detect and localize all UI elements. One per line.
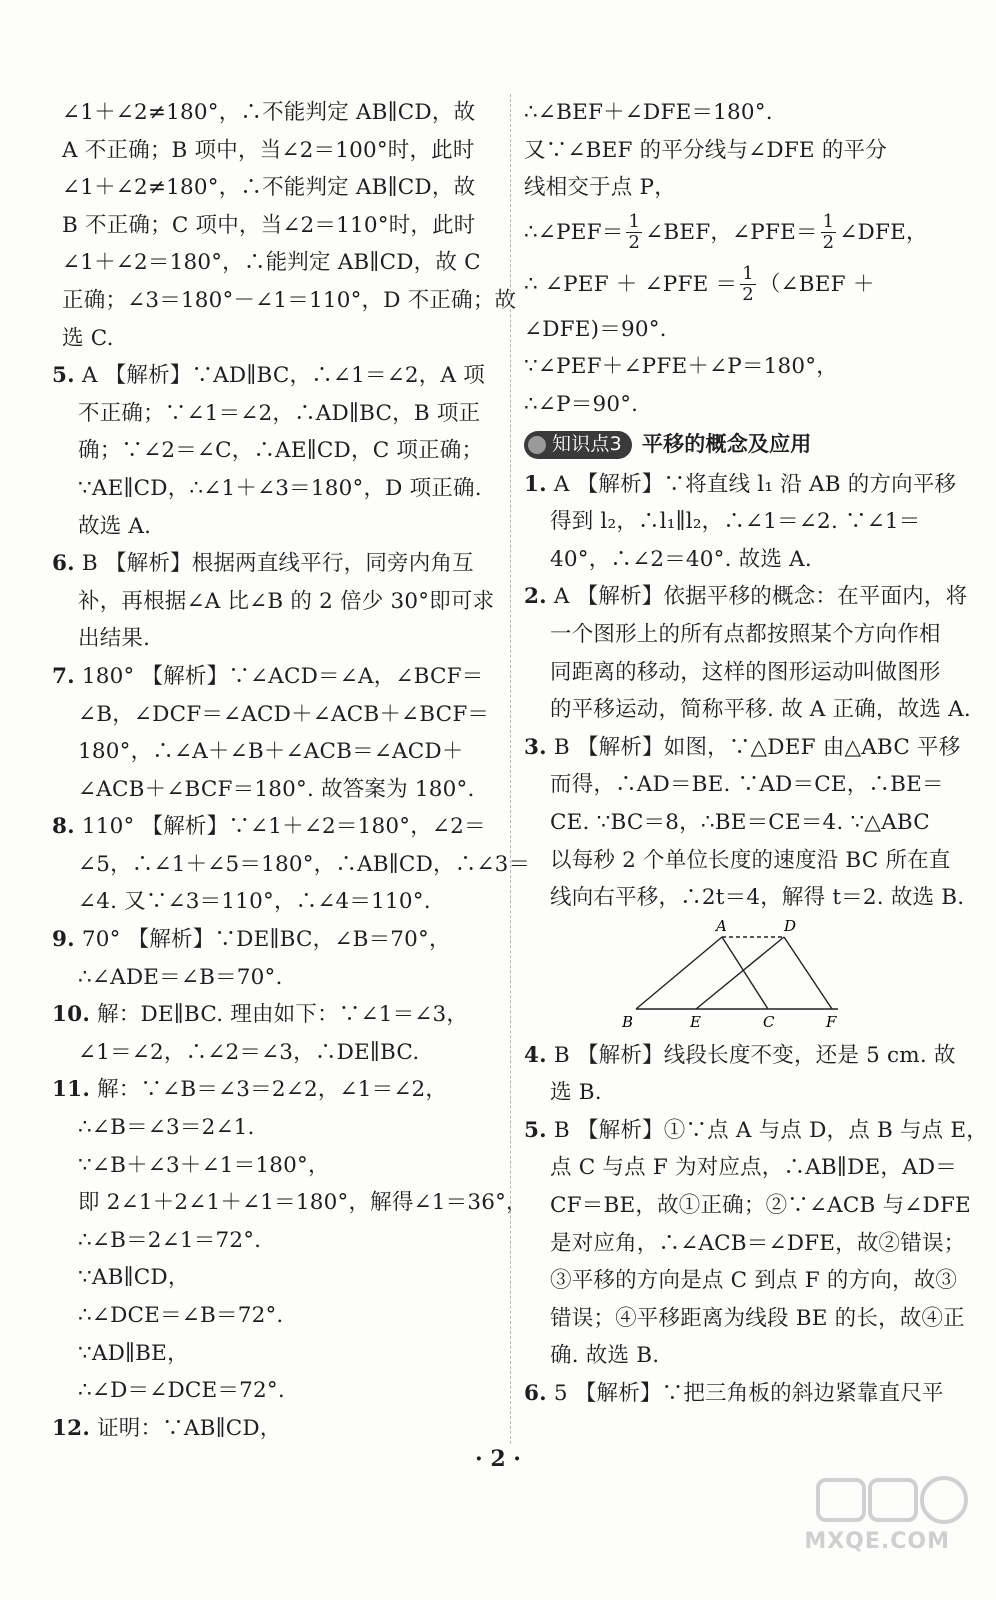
item-first-line (52, 658, 492, 696)
item-number: 11. (52, 1077, 91, 1103)
proof-line: ∴∠B＝∠3＝2∠1. (78, 1115, 255, 1141)
item-4-continuation (52, 94, 517, 357)
column-divider (510, 94, 511, 1444)
proof-line: 即 2∠1＋2∠1＋∠1＝180°，解得∠1＝36°， (78, 1190, 528, 1216)
label-D: D (784, 916, 797, 935)
item-continuation-line: 补，再根据∠A 比∠B 的 2 倍少 30°即可求 (78, 588, 495, 614)
fraction (821, 212, 837, 253)
item-continuation-line: CF＝BE，故①正确；②∵∠ACB 与∠DFE (550, 1193, 971, 1219)
item-text: 110° 【解析】∵∠1＋∠2＝180°，∠2＝ (81, 814, 486, 840)
answer-item (524, 729, 988, 917)
item-number: 12. (52, 1415, 91, 1441)
knowledge-point-badge (524, 431, 632, 459)
item-continuation-line: 180°，∴∠A＋∠B＋∠ACB＝∠ACD＋ (78, 739, 464, 765)
item-text: 证明：∵AB∥CD， (97, 1415, 282, 1441)
item-continuation-line: 40°，∴∠2＝40°. 故选 A. (550, 546, 812, 572)
item-text: 解：DE∥BC. 理由如下：∵∠1＝∠3， (97, 1002, 469, 1028)
item-continuation-line: 出结果. (78, 626, 151, 652)
translation-figure (524, 917, 988, 1037)
knowledge-point-title: 平移的概念及应用 (641, 431, 812, 456)
item-first-line (52, 545, 492, 583)
proof-line: ∴∠DCE＝∠B＝72°. (78, 1303, 284, 1328)
item-continuation-line: ∵AE∥CD，∴∠1＋∠3＝180°，D 项正确. (78, 475, 482, 501)
item-first-line (52, 357, 492, 395)
equation-part: ∴ ∠PEF ＋ ∠PFE ＝ (524, 271, 738, 297)
answer-item (524, 1037, 988, 1112)
answer-item (52, 545, 495, 658)
right-column (524, 94, 988, 1413)
item-first-line (52, 996, 492, 1034)
equation-part: ∴∠PEF＝ (524, 219, 624, 245)
item-continuation-line: 一个图形上的所有点都按照某个方向作相 (550, 621, 941, 647)
item-number: 4. (524, 1042, 547, 1068)
item-text: A 【解析】依据平移的概念：在平面内，将 (553, 584, 968, 610)
item-text: B 【解析】①∵点 A 与点 D，点 B 与点 E， (553, 1117, 989, 1143)
item-text: 70° 【解析】∵DE∥BC，∠B＝70°， (81, 927, 451, 953)
answer-item (52, 996, 492, 1071)
equation-part: ∠DFE， (839, 219, 928, 245)
proof-line: ∴∠D＝∠DCE＝72°. (78, 1378, 285, 1404)
label-B: B (622, 1012, 634, 1031)
text-line: 正确；∠3＝180°－∠1＝110°，D 不正确；故 (62, 287, 517, 313)
item-continuation-line: 是对应角，∴∠ACB＝∠DFE，故②错误； (550, 1230, 966, 1256)
watermark-logo (804, 1474, 974, 1566)
answer-item (52, 658, 492, 808)
item-number: 7. (52, 663, 75, 689)
right-items-continued (524, 1037, 988, 1413)
item-text: B 【解析】线段长度不变，还是 5 cm. 故 (553, 1042, 956, 1068)
text-line: ∠1＋∠2≠180°，∴不能判定 AB∥CD，故 (62, 100, 476, 125)
item-number: 1. (524, 471, 547, 497)
numerator: 1 (822, 211, 835, 233)
text-line: 又∵∠BEF 的平分线与∠DFE 的平分 (524, 137, 887, 163)
item-continuation-line: 同距离的移动，这样的图形运动叫做图形 (550, 659, 941, 685)
item-number: 10. (52, 1002, 91, 1028)
item-continuation-line: ∠B，∠DCF＝∠ACD＋∠ACB＋∠BCF＝ (78, 701, 490, 727)
item-text: A 【解析】∵将直线 l₁ 沿 AB 的方向平移 (553, 471, 957, 497)
item-continuation-line: 故选 A. (78, 513, 152, 539)
item-continuation-line: 点 C 与点 F 为对应点，∴AB∥DE，AD＝ (550, 1155, 957, 1181)
item-continuation-line: 而得，∴AD＝BE. ∵AD＝CE，∴BE＝ (550, 772, 944, 798)
item-11 (52, 1071, 528, 1409)
item-first-line (524, 1375, 988, 1413)
label-E: E (690, 1012, 702, 1031)
proof-line: ∵AD∥BE， (78, 1340, 189, 1366)
segment-DF (784, 937, 832, 1009)
fraction (626, 212, 642, 253)
item-continuation-line: 以每秒 2 个单位长度的速度沿 BC 所在直 (550, 847, 951, 873)
item-first-line (524, 1037, 988, 1075)
item-continuation-line: ∠ACB＋∠BCF＝180°. 故答案为 180°. (78, 776, 475, 802)
proof-line: ∵AB∥CD， (78, 1265, 190, 1291)
page-number: · 2 · (475, 1446, 521, 1472)
denominator: 2 (822, 232, 835, 254)
item-12 (52, 1410, 492, 1448)
equation-part: ∠BEF，∠PFE＝ (645, 219, 818, 245)
text-line: 线相交于点 P， (524, 175, 676, 201)
item-number: 5. (52, 363, 75, 389)
segment-AC (722, 937, 768, 1009)
item-text: 180° 【解析】∵∠ACD＝∠A，∠BCF＝ (81, 663, 484, 689)
item-first-line (52, 808, 492, 846)
equation-line (524, 207, 988, 259)
equation-part: （∠BEF ＋ (758, 271, 875, 297)
equation-line (524, 259, 988, 311)
answer-item (524, 1375, 988, 1413)
item-continuation-line: 线向右平移，∴2t＝4，解得 t＝2. 故选 B. (550, 885, 965, 911)
item-text: B 【解析】根据两直线平行，同旁内角互 (81, 551, 474, 577)
denominator: 2 (628, 232, 641, 254)
item-number: 6. (524, 1381, 547, 1407)
answer-item (52, 808, 531, 921)
item-number: 9. (52, 927, 75, 953)
item-first-line (524, 466, 988, 504)
proof-line: ∴∠B＝2∠1＝72°. (78, 1227, 262, 1253)
item-continuation-line: ∠5，∴∠1＋∠5＝180°，∴AB∥CD，∴∠3＝ (78, 851, 531, 877)
item-first-line (524, 1112, 988, 1150)
item-continuation-line: CE. ∵BC＝8，∴BE＝CE＝4. ∵△ABC (550, 809, 930, 835)
answer-item (52, 921, 492, 996)
proof-line: ∵∠B＋∠3＋∠1＝180°， (78, 1152, 330, 1178)
numerator: 1 (628, 211, 641, 233)
item-continuation-line: 确；∵∠2＝∠C，∴AE∥CD，C 项正确； (78, 438, 484, 464)
text-line: 选 C. (62, 325, 114, 351)
item-continuation-line: 的平移运动，简称平移. 故 A 正确，故选 A. (550, 697, 971, 723)
item-number: 8. (52, 814, 75, 840)
item-number: 3. (524, 734, 547, 760)
text-line: ∴∠BEF＋∠DFE＝180°. (524, 100, 773, 125)
item-continuation-line: 不正确；∵∠1＝∠2，∴AD∥BC，B 项正 (78, 400, 481, 426)
triangle-translation-diagram (608, 917, 838, 1033)
item-text: B 【解析】如图，∵△DEF 由△ABC 平移 (553, 734, 961, 760)
item-continuation-line: 错误；④平移距离为线段 BE 的长，故④正 (550, 1305, 965, 1331)
label-F: F (826, 1012, 837, 1031)
item-number: 6. (52, 551, 75, 577)
answer-item (524, 1112, 988, 1375)
item-continuation-line: ∴∠ADE＝∠B＝70°. (78, 964, 283, 990)
text-line: ∠1＋∠2≠180°，∴不能判定 AB∥CD，故 (62, 175, 476, 201)
numerator: 1 (742, 263, 754, 285)
item-first-line (524, 729, 988, 767)
label-A: A (716, 916, 728, 935)
bullet-icon (528, 436, 546, 454)
item-continuation-line: ∠4. 又∵∠3＝110°，∴∠4＝110°. (78, 889, 431, 915)
right-items (524, 466, 988, 917)
answer-item (52, 357, 492, 545)
item-text: A 【解析】∵AD∥BC，∴∠1＝∠2，A 项 (81, 363, 485, 389)
label-C: C (763, 1012, 775, 1031)
denominator: 2 (742, 284, 754, 306)
text-line: ∵∠PEF＋∠PFE＋∠P＝180°， (524, 354, 838, 380)
text-line: ∴∠P＝90°. (524, 391, 639, 417)
item-text: 解：∵∠B＝∠3＝2∠2，∠1＝∠2， (97, 1077, 448, 1103)
item-first-line (524, 578, 988, 616)
item-continuation-line: ∠1＝∠2，∴∠2＝∠3，∴DE∥BC. (78, 1039, 420, 1065)
item-first-line (52, 921, 492, 959)
item-number: 5. (524, 1117, 547, 1143)
answer-item (524, 578, 988, 728)
text-line: B 不正确；C 项中，当∠2＝110°时，此时 (62, 212, 476, 238)
item-continuation-line: 确. 故选 B. (550, 1343, 660, 1369)
left-column (52, 94, 531, 1447)
text-line: ∠DFE)＝90°. (524, 316, 667, 342)
text-line: A 不正确；B 项中，当∠2＝100°时，此时 (62, 137, 475, 163)
watermark-text: MXQE.COM (804, 1529, 950, 1554)
item-continuation-line: ③平移的方向是点 C 到点 F 的方向，故③ (550, 1268, 958, 1294)
fraction (740, 264, 756, 305)
left-items (52, 357, 531, 1071)
item-first-line (52, 1071, 492, 1109)
knowledge-point-header (524, 424, 988, 466)
item-continuation-line: 选 B. (550, 1080, 602, 1106)
text-line: ∠1＋∠2＝180°，∴能判定 AB∥CD，故 C (62, 250, 481, 276)
badge-label: 知识点3 (552, 432, 622, 455)
item-continuation-line: 得到 l₂，∴l₁∥l₂，∴∠1＝∠2. ∵∠1＝ (550, 509, 921, 535)
answer-item (524, 466, 988, 579)
item-text: 5 【解析】∵把三角板的斜边紧靠直尺平 (553, 1381, 944, 1407)
item-number: 2. (524, 584, 547, 610)
